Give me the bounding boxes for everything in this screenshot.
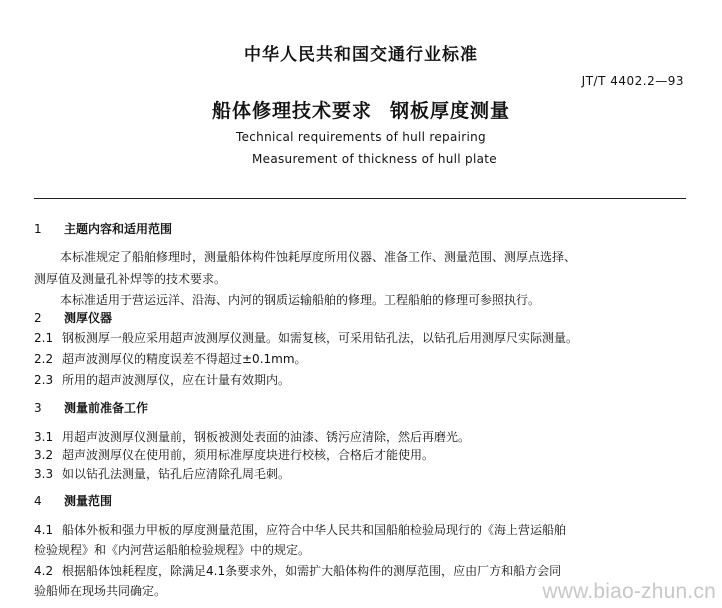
clause-3-2 bbox=[34, 448, 434, 462]
document-title-part2: 钢板厚度测量 bbox=[390, 100, 511, 122]
section-4-number: 4 bbox=[34, 494, 42, 508]
section-4-title: 测量范围 bbox=[64, 494, 113, 508]
document-title bbox=[0, 96, 722, 123]
clause-2-1 bbox=[34, 331, 578, 345]
clause-4-2-text-line-2: 验船师在现场共同确定。 bbox=[34, 584, 167, 598]
section-3-title: 测量前准备工作 bbox=[64, 401, 149, 415]
clause-3-1 bbox=[34, 430, 470, 444]
clause-2-3-text: 所用的超声波测厚仪，应在计量有效期内。 bbox=[62, 373, 291, 387]
clause-2-1-text: 钢板测厚一般应采用超声波测厚仪测量。如需复核，可采用钻孔法，以钻孔后用测厚尺实际测量。 bbox=[62, 331, 579, 345]
clause-4-2-line-1 bbox=[34, 564, 561, 578]
clause-4-1-text-line-1: 船体外板和强力甲板的厚度测量范围，应符合中华人民共和国船舶检验局现行的《海上营运船舶 bbox=[62, 523, 567, 537]
clause-2-1-number: 2.1 bbox=[34, 331, 54, 345]
section-3-number: 3 bbox=[34, 401, 42, 415]
clause-4-1-number: 4.1 bbox=[34, 523, 54, 537]
clause-3-2-text: 超声波测厚仪在使用前，须用标准厚度块进行校核，合格后才能使用。 bbox=[62, 448, 435, 462]
section-1-paragraph-1-line-2: 测厚值及测量孔补焊等的技术要求。 bbox=[34, 272, 227, 286]
section-2-heading bbox=[34, 311, 112, 325]
standard-category-title: 中华人民共和国交通行业标准 bbox=[244, 45, 478, 65]
clause-2-3 bbox=[34, 373, 290, 387]
section-1-heading bbox=[34, 222, 172, 236]
clause-4-1-text-line-2: 检验规程》和《内河营运船舶检验规程》中的规定。 bbox=[34, 543, 311, 557]
clause-3-2-number: 3.2 bbox=[34, 448, 54, 462]
clause-3-3 bbox=[34, 467, 290, 481]
header-divider bbox=[34, 198, 686, 199]
clause-2-2 bbox=[34, 352, 307, 366]
english-title-line2: Measurement of thickness of hull plate bbox=[252, 152, 497, 166]
section-2-title: 测厚仪器 bbox=[64, 311, 113, 325]
section-1-paragraph-2: 本标准适用于营运远洋、沿海、内河的钢质运输船舶的修理。工程船舶的修理可参照执行。 bbox=[60, 293, 541, 307]
section-1-title: 主题内容和适用范围 bbox=[64, 222, 173, 236]
clause-3-1-number: 3.1 bbox=[34, 430, 54, 444]
site-watermark: www.biao-zhun.cn bbox=[542, 580, 716, 603]
section-1-number: 1 bbox=[34, 222, 42, 236]
section-2-number: 2 bbox=[34, 311, 42, 325]
clause-4-2-number: 4.2 bbox=[34, 564, 54, 578]
clause-2-2-text: 超声波测厚仪的精度误差不得超过±0.1mm。 bbox=[62, 352, 307, 366]
clause-3-1-text: 用超声波测厚仪测量前，钢板被测处表面的油漆、锈污应清除，然后再磨光。 bbox=[62, 430, 471, 444]
document-title-part1: 船体修理技术要求 bbox=[211, 100, 372, 122]
clause-2-2-number: 2.2 bbox=[34, 352, 54, 366]
clause-4-2-text-line-1: 根据船体蚀耗程度，除满足4.1条要求外，如需扩大船体构件的测厚范围，应由厂方和船方会同 bbox=[62, 564, 562, 578]
standard-number: JT/T 4402.2—93 bbox=[581, 74, 684, 88]
clause-4-1-line-1 bbox=[34, 523, 566, 537]
english-title-line1: Technical requirements of hull repairing bbox=[236, 130, 486, 144]
clause-3-3-text: 如以钻孔法测量，钻孔后应清除孔周毛刺。 bbox=[62, 467, 291, 481]
section-1-paragraph-1-line-1: 本标准规定了船舶修理时，测量船体构件蚀耗厚度所用仪器、准备工作、测量范围、测厚点选择、 bbox=[60, 250, 577, 264]
section-4-heading bbox=[34, 494, 112, 508]
section-3-heading bbox=[34, 401, 148, 415]
clause-2-3-number: 2.3 bbox=[34, 373, 54, 387]
clause-3-3-number: 3.3 bbox=[34, 467, 54, 481]
